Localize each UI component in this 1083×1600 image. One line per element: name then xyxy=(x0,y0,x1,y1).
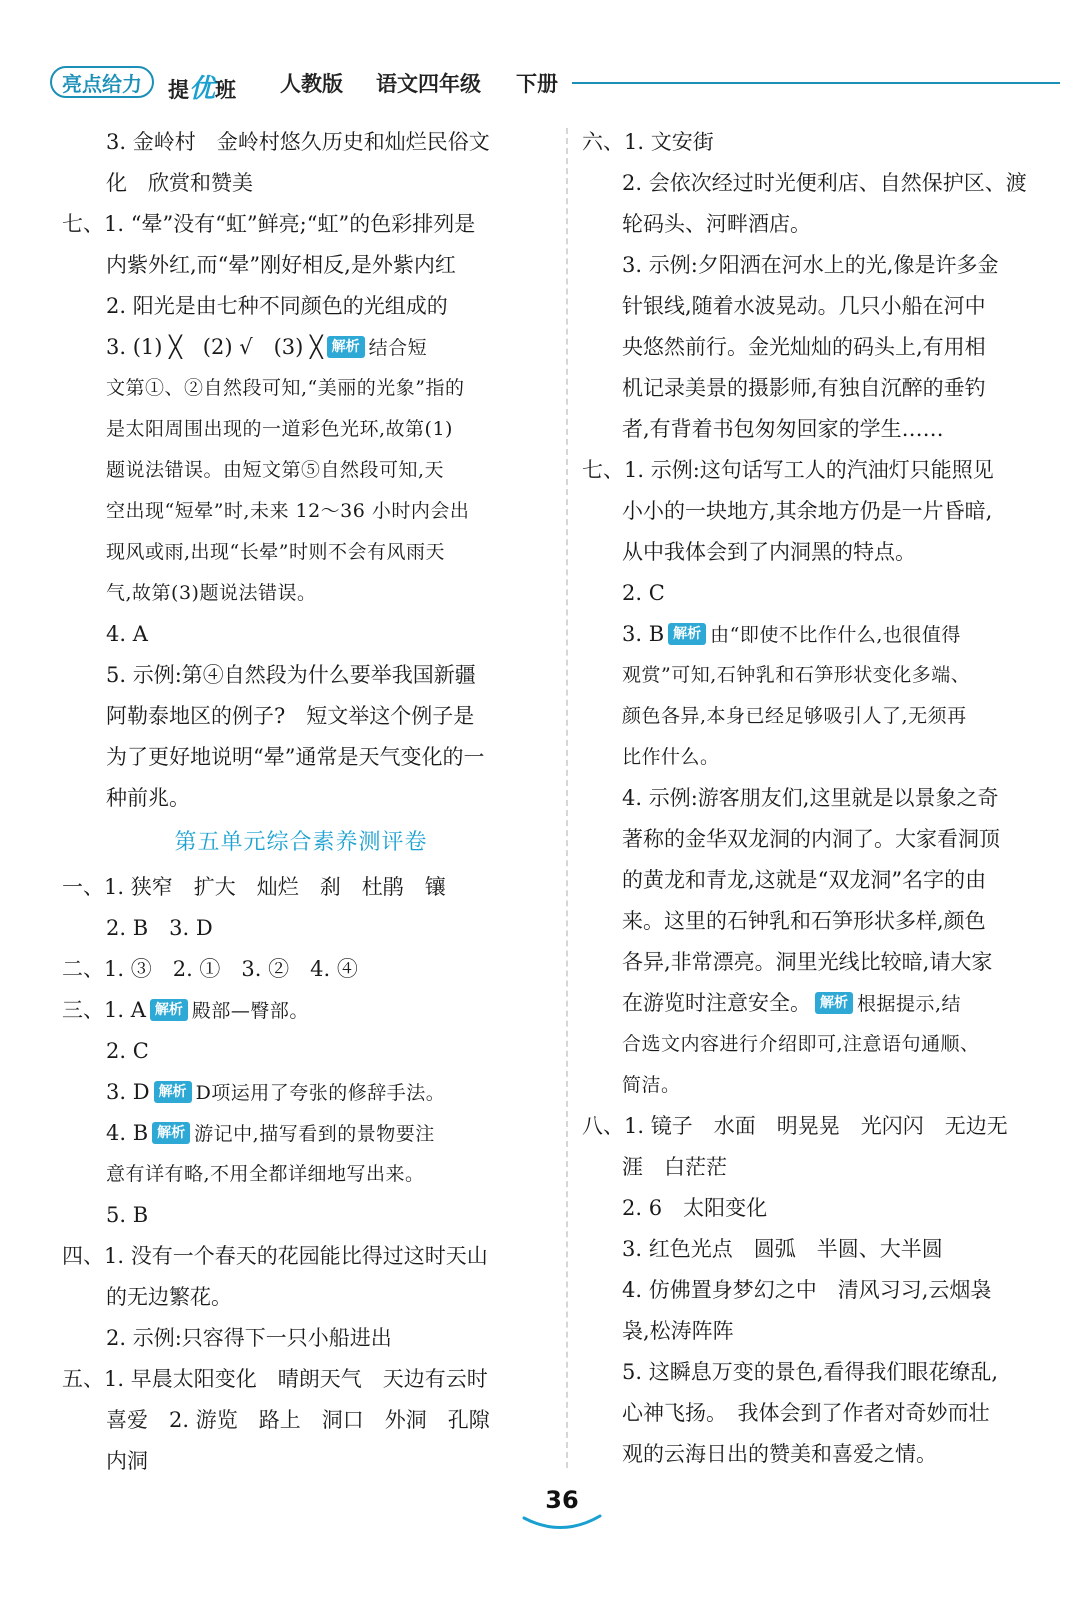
answer-line xyxy=(62,1031,540,1072)
answer-text: 比作什么。 xyxy=(622,746,720,768)
answer-text: 七、1. “晕”没有“虹”鲜亮;“虹”的色彩排列是 xyxy=(62,212,476,236)
answer-text: 是太阳周围出现的一道彩色光环,故第(1) xyxy=(106,418,453,440)
answer-text: 涯 白茫茫 xyxy=(622,1155,727,1179)
answer-line xyxy=(62,122,540,163)
analysis-text: 根据提示,结 xyxy=(857,993,962,1015)
answer-text: 者,有背着书包匆匆回家的学生…… xyxy=(622,417,944,441)
answer-text: 从中我体会到了内洞黑的特点。 xyxy=(622,540,916,564)
analysis-text: 游记中,描写看到的景物要注 xyxy=(194,1123,435,1145)
answer-line xyxy=(62,1277,540,1318)
brand-badge: 亮点给力 xyxy=(50,66,154,98)
answer-text: 4. 示例:游客朋友们,这里就是以景象之奇 xyxy=(622,786,999,810)
answer-line xyxy=(62,949,540,990)
answer-text: 3. B xyxy=(622,622,665,646)
answer-text: 种前兆。 xyxy=(106,786,190,810)
answer-text: 4. B xyxy=(106,1121,149,1145)
answer-text: 机记录美景的摄影师,有独自沉醉的垂钓 xyxy=(622,376,986,400)
answer-line xyxy=(582,1311,1060,1352)
answer-text: 的黄龙和青龙,这就是“双龙洞”名字的由 xyxy=(622,868,987,892)
answer-text: 在游览时注意安全。 xyxy=(622,991,811,1015)
answer-text: 的无边繁花。 xyxy=(106,1285,232,1309)
answer-text: 2. B 3. D xyxy=(106,916,213,940)
answer-line xyxy=(582,491,1060,532)
answer-text: 化 欣赏和赞美 xyxy=(106,171,253,195)
answer-text: 央悠然前行。金光灿灿的码头上,有用相 xyxy=(622,335,986,359)
answer-line xyxy=(582,122,1060,163)
analysis-line xyxy=(62,1154,540,1195)
answer-text: 3. 金岭村 金岭村悠久历史和灿烂民俗文 xyxy=(106,130,490,154)
answer-text: 观赏”可知,石钟乳和石笋形状变化多端、 xyxy=(622,664,971,686)
answer-line xyxy=(62,1441,540,1482)
answer-text: 文第①、②自然段可知,“美丽的光象”指的 xyxy=(106,377,465,399)
answer-line xyxy=(62,908,540,949)
answer-line xyxy=(582,450,1060,491)
answer-line xyxy=(62,778,540,819)
answer-text: 七、1. 示例:这句话写工人的汽油灯只能照见 xyxy=(582,458,994,482)
right-column xyxy=(582,122,1060,1475)
answer-line xyxy=(582,286,1060,327)
answer-text: 来。这里的石钟乳和石笋形状多样,颜色 xyxy=(622,909,986,933)
analysis-line xyxy=(62,532,540,573)
answer-text: 颜色各异,本身已经足够吸引人了,无须再 xyxy=(622,705,967,727)
answer-line xyxy=(582,204,1060,245)
answer-line xyxy=(62,614,540,655)
answer-text: 轮码头、河畔酒店。 xyxy=(622,212,811,236)
answer-line xyxy=(582,368,1060,409)
answer-text: 八、1. 镜子 水面 明晃晃 光闪闪 无边无 xyxy=(582,1114,1008,1138)
answer-line xyxy=(582,532,1060,573)
answer-text: 观的云海日出的赞美和喜爱之情。 xyxy=(622,1442,937,1466)
answer-line xyxy=(582,409,1060,450)
answer-text: 现风或雨,出现“长晕”时则不会有风雨天 xyxy=(106,541,445,563)
series-title-accent: 优 xyxy=(189,74,216,104)
analysis-text: D项运用了夸张的修辞手法。 xyxy=(195,1082,446,1104)
answer-text: 小小的一块地方,其余地方仍是一片昏暗, xyxy=(622,499,993,523)
answer-line xyxy=(62,1400,540,1441)
answer-text: 2. 会依次经过时光便利店、自然保护区、渡 xyxy=(622,171,1027,195)
answer-text: 5. 示例:第④自然段为什么要举我国新疆 xyxy=(106,663,476,687)
answer-text: 气,故第(3)题说法错误。 xyxy=(106,582,317,604)
answer-text: 题说法错误。由短文第⑤自然段可知,天 xyxy=(106,459,445,481)
answer-text: 5. B xyxy=(106,1203,149,1227)
analysis-text: 结合短 xyxy=(368,337,428,359)
answer-line xyxy=(582,819,1060,860)
answer-line xyxy=(62,737,540,778)
answer-line xyxy=(582,327,1060,368)
answer-line xyxy=(582,983,1060,1024)
answer-text: 四、1. 没有一个春天的花园能比得过这时天山 xyxy=(62,1244,488,1268)
left-column xyxy=(62,122,540,1482)
answer-text: 三、1. A xyxy=(62,998,146,1022)
answer-line xyxy=(582,245,1060,286)
answer-text: 简洁。 xyxy=(622,1074,681,1096)
answer-line xyxy=(62,286,540,327)
analysis-line xyxy=(62,573,540,614)
analysis-text: 由“即使不比作什么,也很值得 xyxy=(710,624,961,646)
analysis-tag: 解析 xyxy=(152,1122,190,1144)
answer-line xyxy=(582,778,1060,819)
answer-line xyxy=(62,1318,540,1359)
series-title-pre: 提 xyxy=(168,78,189,102)
answer-text: 阿勒泰地区的例子? 短文举这个例子是 xyxy=(106,704,475,728)
answer-text: 2. 阳光是由七种不同颜色的光组成的 xyxy=(106,294,448,318)
answer-line xyxy=(62,655,540,696)
analysis-line xyxy=(582,696,1060,737)
analysis-tag: 解析 xyxy=(150,999,188,1021)
answer-line xyxy=(582,1270,1060,1311)
analysis-text: 殿部—臀部。 xyxy=(191,1000,309,1022)
answer-line xyxy=(62,990,540,1031)
answer-text: 针银线,随着水波晃动。几只小船在河中 xyxy=(622,294,986,318)
answer-line xyxy=(62,1359,540,1400)
answer-line xyxy=(582,1352,1060,1393)
analysis-line xyxy=(582,1065,1060,1106)
answer-text: 2. C xyxy=(622,581,665,605)
answer-text: 2. C xyxy=(106,1039,149,1063)
answer-line xyxy=(582,1106,1060,1147)
answer-line xyxy=(582,573,1060,614)
answer-text: 六、1. 文安街 xyxy=(582,130,714,154)
answer-line xyxy=(62,696,540,737)
analysis-tag: 解析 xyxy=(327,336,365,358)
analysis-tag: 解析 xyxy=(668,623,706,645)
analysis-tag: 解析 xyxy=(815,992,853,1014)
answer-line xyxy=(62,204,540,245)
answer-text: 喜爱 2. 游览 路上 洞口 外洞 孔隙 xyxy=(106,1408,490,1432)
answer-text: 为了更好地说明“晕”通常是天气变化的一 xyxy=(106,745,485,769)
series-title-post: 班 xyxy=(215,78,237,102)
answer-line xyxy=(582,1393,1060,1434)
page-number: 36 xyxy=(545,1486,579,1514)
answer-text: 五、1. 早晨太阳变化 晴朗天气 天边有云时 xyxy=(62,1367,488,1391)
answer-text: 3. D xyxy=(106,1080,150,1104)
answer-line xyxy=(582,942,1060,983)
series-title xyxy=(168,68,236,105)
answer-text: 一、1. 狭窄 扩大 灿烂 刹 杜鹃 镶 xyxy=(62,875,446,899)
answer-line xyxy=(62,327,540,368)
answer-line xyxy=(62,163,540,204)
analysis-tag: 解析 xyxy=(154,1081,192,1103)
answer-line xyxy=(62,1113,540,1154)
analysis-line xyxy=(582,655,1060,696)
answer-line xyxy=(62,245,540,286)
answer-text: 4. 仿佛置身梦幻之中 清风习习,云烟袅 xyxy=(622,1278,992,1302)
subject-label: 语文四年级 xyxy=(376,72,481,96)
answer-text: 4. A xyxy=(106,622,148,646)
analysis-line xyxy=(582,1024,1060,1065)
answer-line xyxy=(62,867,540,908)
analysis-line xyxy=(62,409,540,450)
answer-text: 各异,非常漂亮。洞里光线比较暗,请大家 xyxy=(622,950,993,974)
answer-text: 著称的金华双龙洞的内洞了。大家看洞顶 xyxy=(622,827,1000,851)
answer-line xyxy=(582,614,1060,655)
answer-line xyxy=(582,901,1060,942)
answer-text: 二、1. ③ 2. ① 3. ② 4. ④ xyxy=(62,957,358,981)
edition-label: 人教版 xyxy=(280,72,343,96)
answer-text: 5. 这瞬息万变的景色,看得我们眼花缭乱, xyxy=(622,1360,999,1384)
page-swoosh-icon xyxy=(520,1512,604,1534)
volume-label: 下册 xyxy=(516,72,558,96)
answer-line xyxy=(62,1072,540,1113)
answer-line xyxy=(582,1229,1060,1270)
analysis-line xyxy=(62,450,540,491)
answer-text: 内洞 xyxy=(106,1449,148,1473)
answer-line xyxy=(582,1188,1060,1229)
answer-text: 2. 6 太阳变化 xyxy=(622,1196,768,1220)
answer-text: 内紫外红,而“晕”刚好相反,是外紫内红 xyxy=(106,253,456,277)
answer-text: 3. (1) ╳ (2) √ (3) ╳ xyxy=(106,335,323,359)
analysis-line xyxy=(62,368,540,409)
answer-text: 2. 示例:只容得下一只小船进出 xyxy=(106,1326,392,1350)
answer-line xyxy=(582,860,1060,901)
answer-line xyxy=(62,1195,540,1236)
answer-text: 空出现“短晕”时,未来 12～36 小时内会出 xyxy=(106,500,470,522)
header-rule xyxy=(572,82,1060,84)
column-divider xyxy=(566,128,568,1468)
answer-line xyxy=(582,1147,1060,1188)
analysis-line xyxy=(582,737,1060,778)
answer-text: 合选文内容进行介绍即可,注意语句通顺、 xyxy=(622,1033,980,1055)
answer-text: 心神飞扬。 我体会到了作者对奇妙而壮 xyxy=(622,1401,990,1425)
section-title: 第五单元综合素养测评卷 xyxy=(174,830,428,855)
analysis-line xyxy=(62,491,540,532)
answer-line xyxy=(582,1434,1060,1475)
answer-text: 意有详有略,不用全都详细地写出来。 xyxy=(106,1163,425,1185)
answer-line xyxy=(62,1236,540,1277)
answer-text: 3. 示例:夕阳洒在河水上的光,像是许多金 xyxy=(622,253,999,277)
answer-line xyxy=(582,163,1060,204)
answer-text: 3. 红色光点 圆弧 半圆、大半圆 xyxy=(622,1237,943,1261)
page-header xyxy=(50,62,1060,106)
answer-text: 袅,松涛阵阵 xyxy=(622,1319,734,1343)
